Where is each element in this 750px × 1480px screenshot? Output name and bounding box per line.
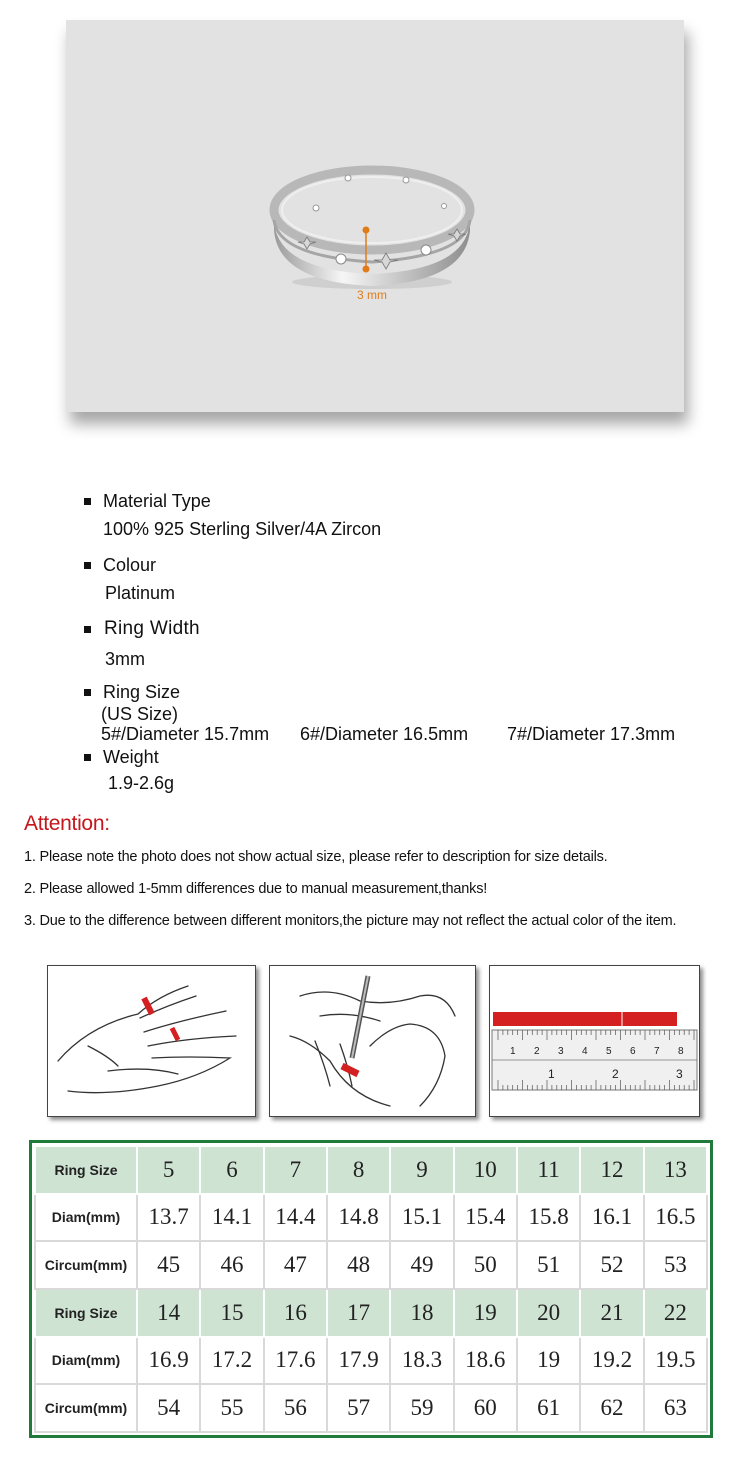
table-cell: 60 [454,1384,517,1432]
attention-note: 3. Due to the difference between different monitors,the picture may not reflect the actual color of the item. [24,913,677,929]
table-cell: 61 [517,1384,580,1432]
table-cell: 56 [264,1384,327,1432]
hand-mark-pen-icon [270,966,475,1116]
table-cell: 19.2 [580,1337,643,1385]
table-cell: 22 [644,1289,707,1337]
table-cell: 5 [137,1146,200,1194]
table-cell: 11 [517,1146,580,1194]
table-cell: 19 [517,1337,580,1385]
ruler-number-top: 3 [558,1046,564,1057]
table-cell: 14.4 [264,1194,327,1242]
row-header: Diam(mm) [35,1337,137,1385]
table-cell: 14.8 [327,1194,390,1242]
table-cell: 59 [390,1384,453,1432]
ruler-number-bottom: 2 [612,1067,619,1081]
ruler-number-top: 5 [606,1046,612,1057]
table-cell: 9 [390,1146,453,1194]
table-cell: 18.3 [390,1337,453,1385]
table-cell: 17.6 [264,1337,327,1385]
table-cell: 19 [454,1289,517,1337]
diameter-row [35,1194,707,1242]
table-cell: 52 [580,1241,643,1289]
illustration-mark-string [269,965,476,1117]
table-cell: 15.4 [454,1194,517,1242]
table-cell: 21 [580,1289,643,1337]
table-cell: 62 [580,1384,643,1432]
table-cell: 6 [200,1146,263,1194]
ruler-number-top: 8 [678,1046,684,1057]
ruler-number-bottom: 1 [548,1067,555,1081]
table-cell: 49 [390,1241,453,1289]
illustration-ruler [489,965,700,1117]
table-cell: 16 [264,1289,327,1337]
bullet-icon [84,689,91,696]
spec-value-weight: 1.9-2.6g [108,773,175,793]
product-photo [66,20,684,412]
table-cell: 57 [327,1384,390,1432]
spec-label-weight: Weight [103,747,159,767]
table-cell: 63 [644,1384,707,1432]
table-cell: 15 [200,1289,263,1337]
row-header: Ring Size [35,1289,137,1337]
row-header: Circum(mm) [35,1241,137,1289]
ring-image [66,20,684,412]
table-cell: 18.6 [454,1337,517,1385]
spec-label-ring-size: Ring Size [103,682,181,702]
attention-note: 2. Please allowed 1-5mm differences due to manual measurement,thanks! [24,881,488,897]
circumference-row [35,1384,707,1432]
table-cell: 10 [454,1146,517,1194]
table-cell: 50 [454,1241,517,1289]
ring-size-row [35,1146,707,1194]
ruler-number-top: 6 [630,1046,636,1057]
spec-value-colour: Platinum [105,583,176,603]
table-cell: 12 [580,1146,643,1194]
ring-size-row [35,1289,707,1337]
ruler-number-top: 1 [510,1046,516,1057]
table-cell: 53 [644,1241,707,1289]
table-cell: 54 [137,1384,200,1432]
circumference-row [35,1241,707,1289]
row-header: Diam(mm) [35,1194,137,1242]
spec-label-material: Material Type [103,491,211,511]
spec-label-ring-width: Ring Width [104,618,200,639]
table-cell: 14.1 [200,1194,263,1242]
illustration-wrap-string [47,965,256,1117]
spec-value-ring-width: 3mm [105,649,145,669]
ruler-icon [490,966,699,1116]
attention-note: 1. Please note the photo does not show actual size, please refer to description for size details. [24,849,608,865]
bullet-icon [84,498,91,505]
table-cell: 16.5 [644,1194,707,1242]
table-cell: 15.8 [517,1194,580,1242]
width-dimension-label: 3 mm [357,288,387,302]
ruler-number-bottom: 3 [676,1067,683,1081]
table-cell: 13.7 [137,1194,200,1242]
hand-wrap-string-icon [48,966,255,1116]
row-header: Ring Size [35,1146,137,1194]
table-cell: 17 [327,1289,390,1337]
table-cell: 15.1 [390,1194,453,1242]
diameter-row [35,1337,707,1385]
ruler-number-top: 4 [582,1046,588,1057]
table-cell: 46 [200,1241,263,1289]
table-cell: 48 [327,1241,390,1289]
row-header: Circum(mm) [35,1384,137,1432]
ring-size-table [29,1140,713,1438]
table-cell: 17.9 [327,1337,390,1385]
table-cell: 45 [137,1241,200,1289]
spec-value-ring-size: (US Size) [101,704,179,724]
table-cell: 16.1 [580,1194,643,1242]
attention-title: Attention: [24,812,110,835]
table-cell: 16.9 [137,1337,200,1385]
ruler-number-top: 2 [534,1046,540,1057]
product-photo-frame [66,20,684,412]
table-cell: 13 [644,1146,707,1194]
table-cell: 18 [390,1289,453,1337]
ruler-number-top: 7 [654,1046,660,1057]
spec-label-colour: Colour [103,555,157,575]
table-cell: 47 [264,1241,327,1289]
size-chart [34,1145,708,1433]
table-cell: 19.5 [644,1337,707,1385]
table-cell: 55 [200,1384,263,1432]
ring-size-option: 7#/Diameter 17.3mm [507,724,676,744]
table-cell: 17.2 [200,1337,263,1385]
table-cell: 8 [327,1146,390,1194]
bullet-icon [84,562,91,569]
spec-value-material: 100% 925 Sterling Silver/4A Zircon [103,519,382,539]
ring-size-option: 6#/Diameter 16.5mm [300,724,469,744]
bullet-icon [84,754,91,761]
table-cell: 7 [264,1146,327,1194]
ring-size-option: 5#/Diameter 15.7mm [101,724,270,744]
bullet-icon [84,626,91,633]
table-cell: 51 [517,1241,580,1289]
table-cell: 14 [137,1289,200,1337]
table-cell: 20 [517,1289,580,1337]
